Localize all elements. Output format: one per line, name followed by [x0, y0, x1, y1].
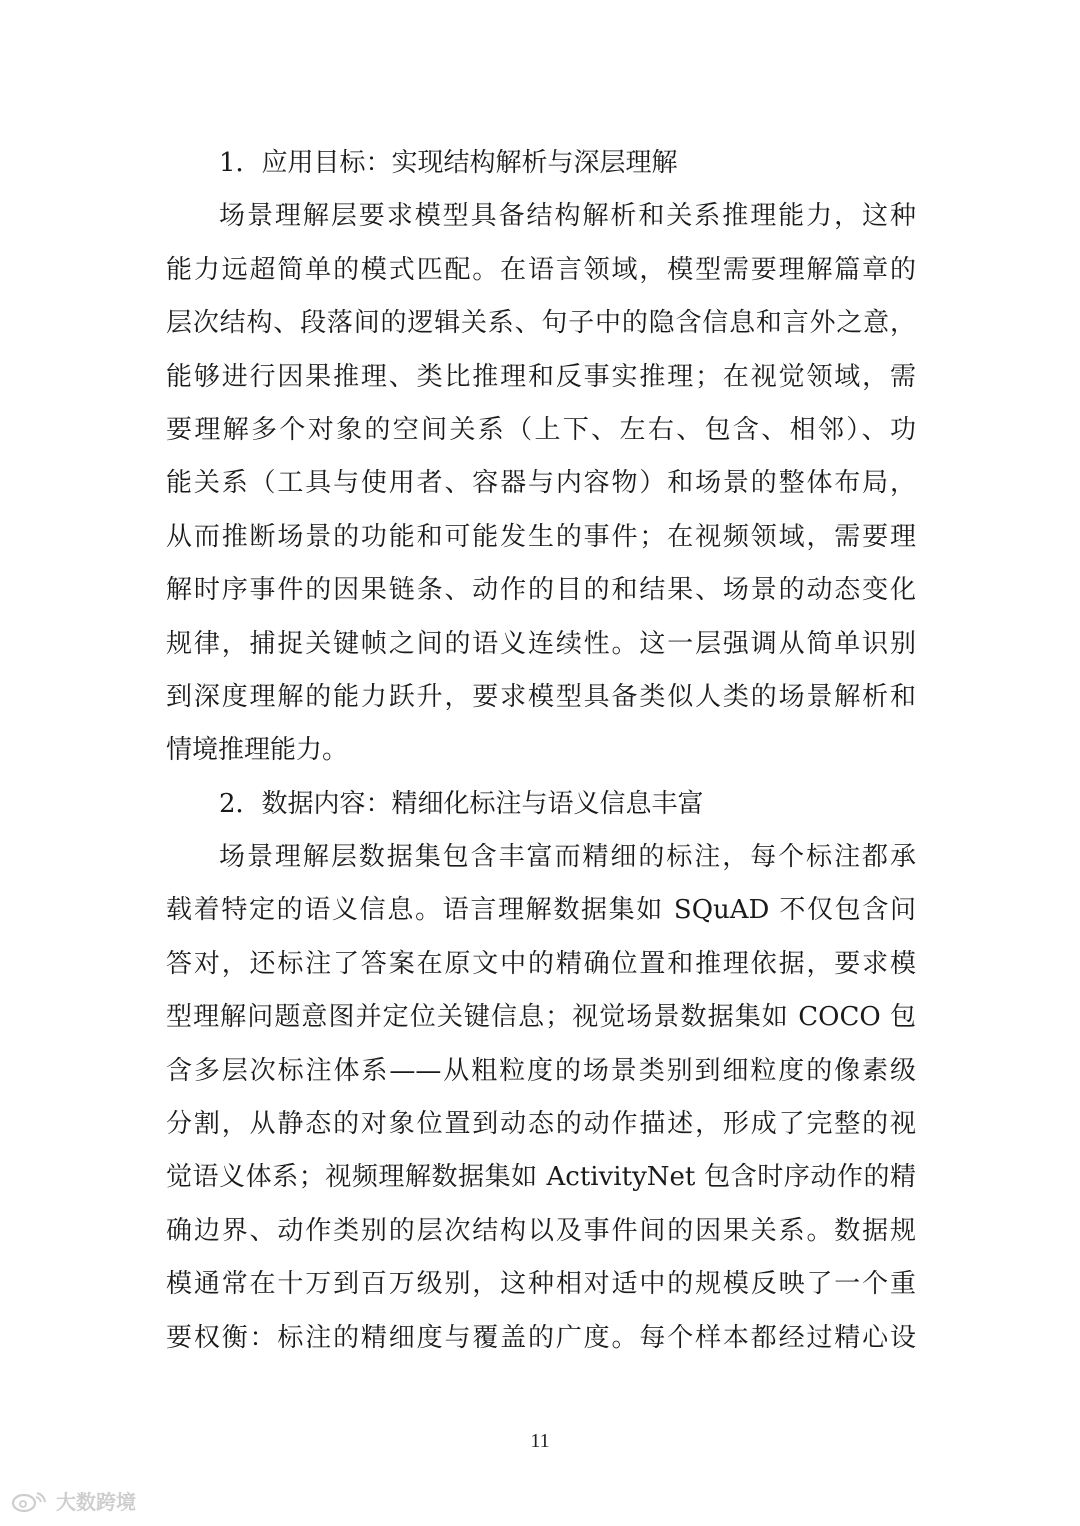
paragraph-line: 能够进行因果推理、类比推理和反事实推理；在视觉领域，需 — [166, 361, 916, 392]
paragraph-line: 含多层次标注体系——从粗粒度的场景类别到细粒度的像素级 — [166, 1055, 916, 1086]
paragraph-line: 模通常在十万到百万级别，这种相对适中的规模反映了一个重 — [166, 1269, 916, 1300]
paragraph-line: 能力远超简单的模式匹配。在语言领域，模型需要理解篇章的 — [166, 254, 916, 285]
paragraph-line: 解时序事件的因果链条、动作的目的和结果、场景的动态变化 — [166, 575, 916, 606]
paragraph-line: 分割，从静态的对象位置到动态的动作描述，形成了完整的视 — [166, 1109, 916, 1140]
watermark-text: 大数跨境 — [56, 1490, 136, 1514]
section-heading-1: 1．应用目标：实现结构解析与深层理解 — [219, 148, 678, 178]
paragraph-line: 到深度理解的能力跃升，要求模型具备类似人类的场景解析和 — [166, 681, 916, 712]
paragraph-line: 要权衡：标注的精细度与覆盖的广度。每个样本都经过精心设 — [166, 1322, 916, 1353]
watermark — [10, 1486, 136, 1515]
paragraph-line: 从而推断场景的功能和可能发生的事件；在视频领域，需要理 — [166, 521, 916, 552]
paragraph-line: 规律，捕捉关键帧之间的语义连续性。这一层强调从简单识别 — [166, 628, 916, 659]
section-heading-2: 2．数据内容：精细化标注与语义信息丰富 — [219, 788, 704, 819]
paragraph-line: 型理解问题意图并定位关键信息；视觉场景数据集如 COCO 包 — [166, 1002, 916, 1033]
paragraph-line: 情境推理能力。 — [166, 735, 349, 766]
paragraph-line: 能关系（工具与使用者、容器与内容物）和场景的整体布局， — [166, 468, 916, 499]
paragraph-line: 载着特定的语义信息。语言理解数据集如 SQuAD 不仅包含问 — [166, 895, 916, 926]
paragraph-line: 确边界、动作类别的层次结构以及事件间的因果关系。数据规 — [166, 1215, 916, 1246]
weibo-logo-icon — [10, 1489, 50, 1513]
paragraph-line: 场景理解层数据集包含丰富而精细的标注，每个标注都承 — [219, 842, 916, 873]
page-number: 11 — [530, 1430, 550, 1452]
paragraph-line: 场景理解层要求模型具备结构解析和关系推理能力，这种 — [219, 201, 916, 232]
paragraph-line: 觉语义体系；视频理解数据集如 ActivityNet 包含时序动作的精 — [166, 1162, 916, 1193]
document-body — [166, 137, 916, 1365]
paragraph-line: 要理解多个对象的空间关系（上下、左右、包含、相邻）、功 — [166, 414, 916, 445]
paragraph-line: 层次结构、段落间的逻辑关系、句子中的隐含信息和言外之意， — [166, 308, 916, 339]
paragraph-line: 答对，还标注了答案在原文中的精确位置和推理依据，要求模 — [166, 948, 916, 979]
